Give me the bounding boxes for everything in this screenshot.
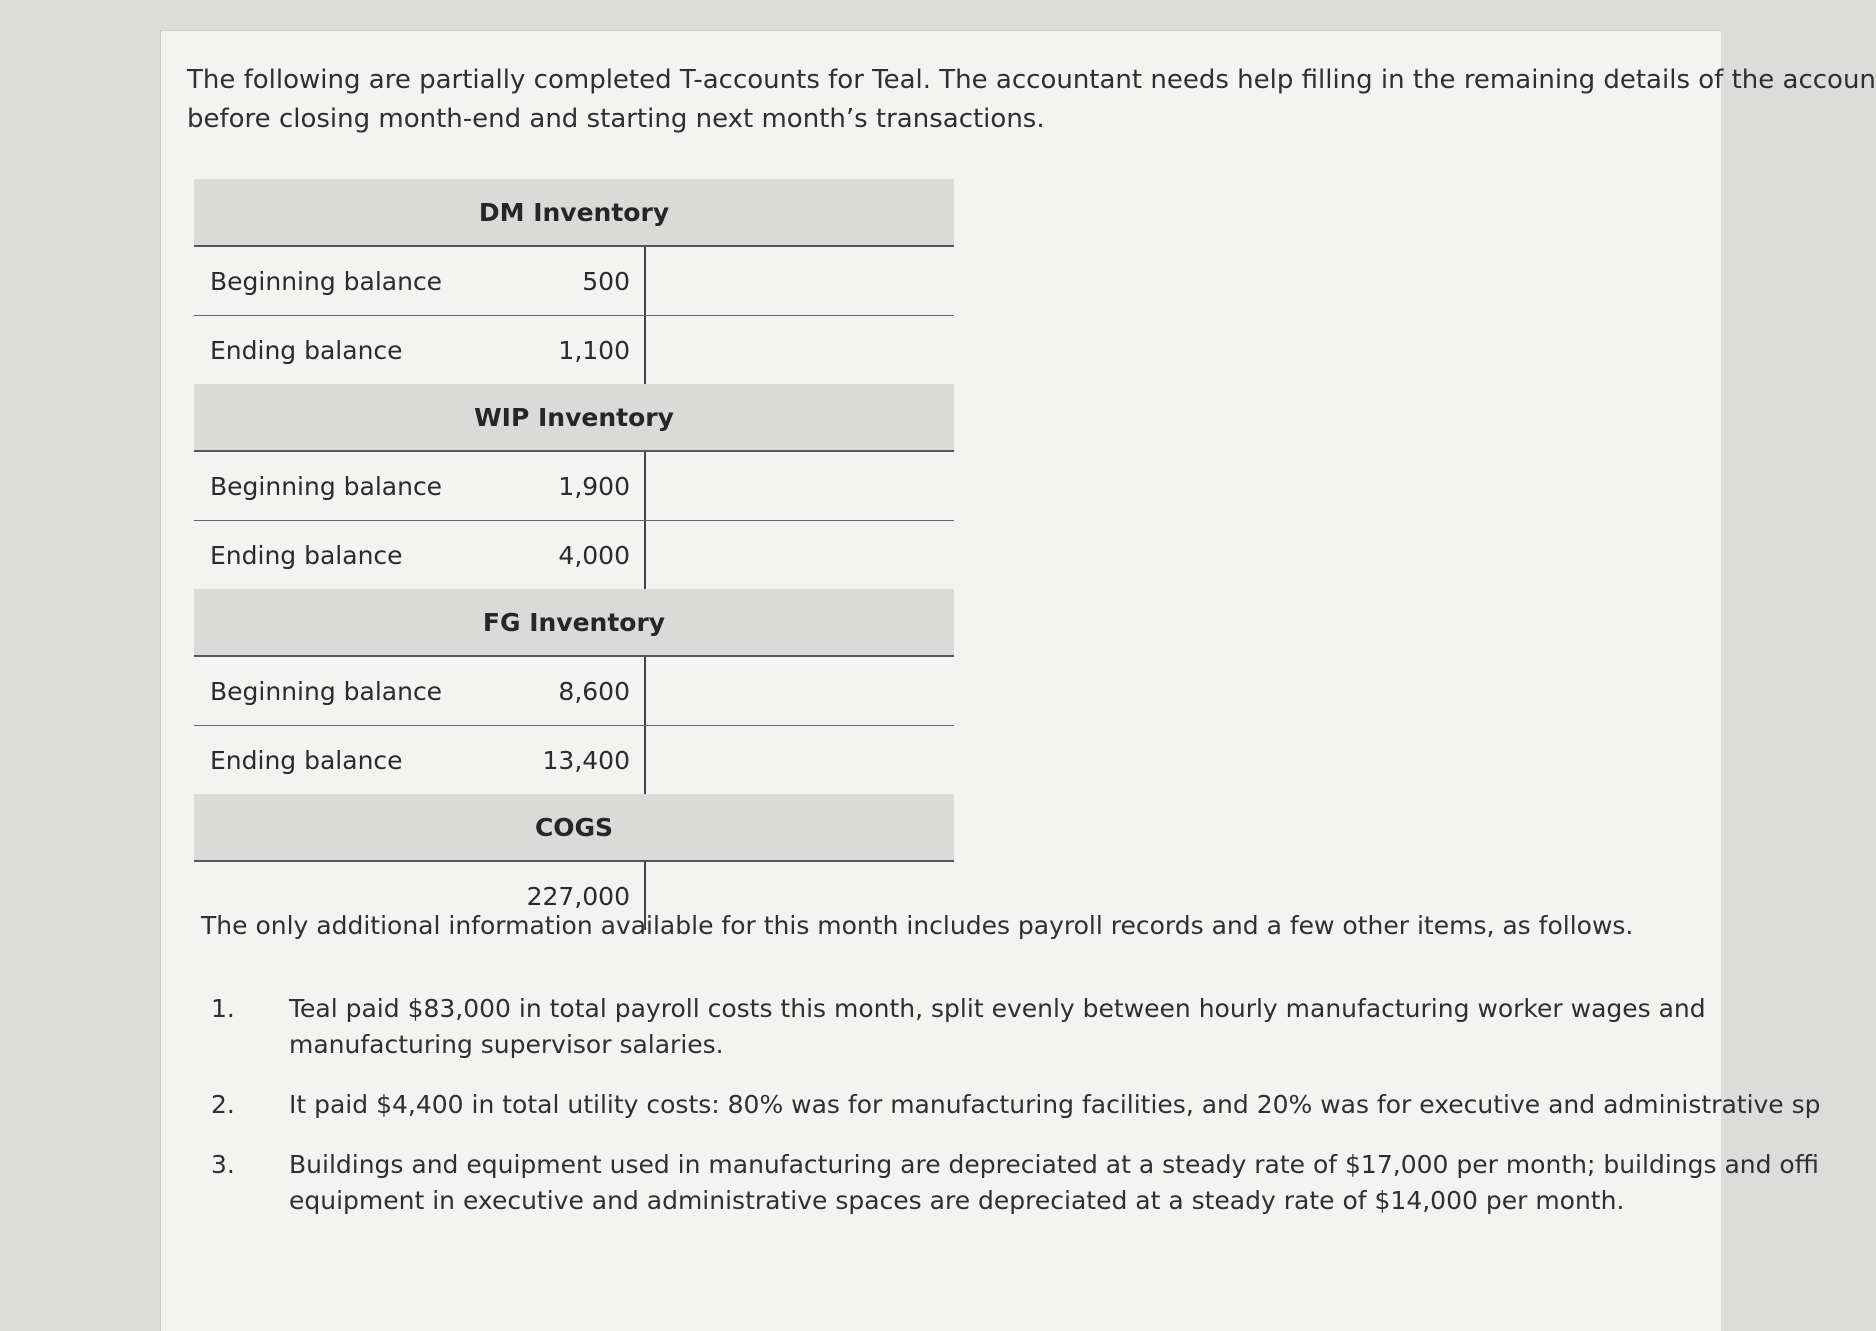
row-label: Ending balance <box>210 335 403 365</box>
row-label: Ending balance <box>210 540 403 570</box>
account-row <box>194 657 954 726</box>
list-item <box>211 991 1711 1063</box>
item-line: Buildings and equipment used in manufacturing are depreciated at a steady rate of $17,000 per month; buildings and offi <box>289 1150 1819 1179</box>
item-text <box>289 991 1709 1063</box>
credit-cell <box>646 521 954 589</box>
item-number: 3. <box>211 1150 235 1179</box>
item-line: equipment in executive and administrative spaces are depreciated at a steady rate of $14,000 per month. <box>289 1186 1625 1215</box>
t-accounts <box>194 179 954 930</box>
question-page <box>160 30 1876 1331</box>
debit-value: 4,000 <box>490 521 646 589</box>
t-account-cogs <box>194 794 954 930</box>
debit-value: 1,900 <box>490 452 646 520</box>
debit-value: 500 <box>490 247 646 315</box>
account-row <box>194 521 954 589</box>
item-line: It paid $4,400 in total utility costs: 80% was for manufacturing facilities, and 20% was for executive and administrative sp <box>289 1090 1821 1119</box>
account-row <box>194 452 954 521</box>
credit-cell <box>646 657 954 725</box>
item-line: Teal paid $83,000 in total payroll costs this month, split evenly between hourly manufacturing worker wages and <box>289 994 1706 1023</box>
item-number: 2. <box>211 1090 235 1119</box>
intro-line-1: The following are partially completed T-accounts for Teal. The accountant needs help filling in the remaining details of the accoun <box>187 65 1876 95</box>
credit-cell <box>646 726 954 794</box>
item-text <box>289 1087 1821 1123</box>
debit-value: 227,000 <box>490 862 646 930</box>
debit-value: 8,600 <box>490 657 646 725</box>
account-title: FG Inventory <box>194 589 954 657</box>
item-number: 1. <box>211 994 235 1023</box>
row-label: Ending balance <box>210 745 403 775</box>
account-row <box>194 316 954 384</box>
account-title: WIP Inventory <box>194 384 954 452</box>
t-account-wip-inventory <box>194 384 954 589</box>
credit-cell <box>646 247 954 315</box>
intro-line-2: before closing month-end and starting next month’s transactions. <box>187 104 1045 134</box>
row-label: Beginning balance <box>210 471 443 501</box>
additional-info-text: The only additional information available for this month includes payroll records and a few other items, as follows. <box>201 911 1634 940</box>
account-title: COGS <box>194 794 954 862</box>
debit-value: 13,400 <box>490 726 646 794</box>
credit-cell <box>646 316 954 384</box>
item-line: manufacturing supervisor salaries. <box>289 1030 724 1059</box>
account-row <box>194 726 954 794</box>
account-title: DM Inventory <box>194 179 954 247</box>
info-list <box>211 991 1821 1243</box>
row-label: Beginning balance <box>210 676 443 706</box>
list-item <box>211 1087 1821 1123</box>
list-item <box>211 1147 1819 1219</box>
credit-cell <box>646 452 954 520</box>
intro-text <box>187 61 1876 139</box>
t-account-dm-inventory <box>194 179 954 384</box>
t-account-fg-inventory <box>194 589 954 794</box>
debit-value: 1,100 <box>490 316 646 384</box>
row-label: Beginning balance <box>210 266 443 296</box>
item-text <box>289 1147 1819 1219</box>
account-row <box>194 247 954 316</box>
